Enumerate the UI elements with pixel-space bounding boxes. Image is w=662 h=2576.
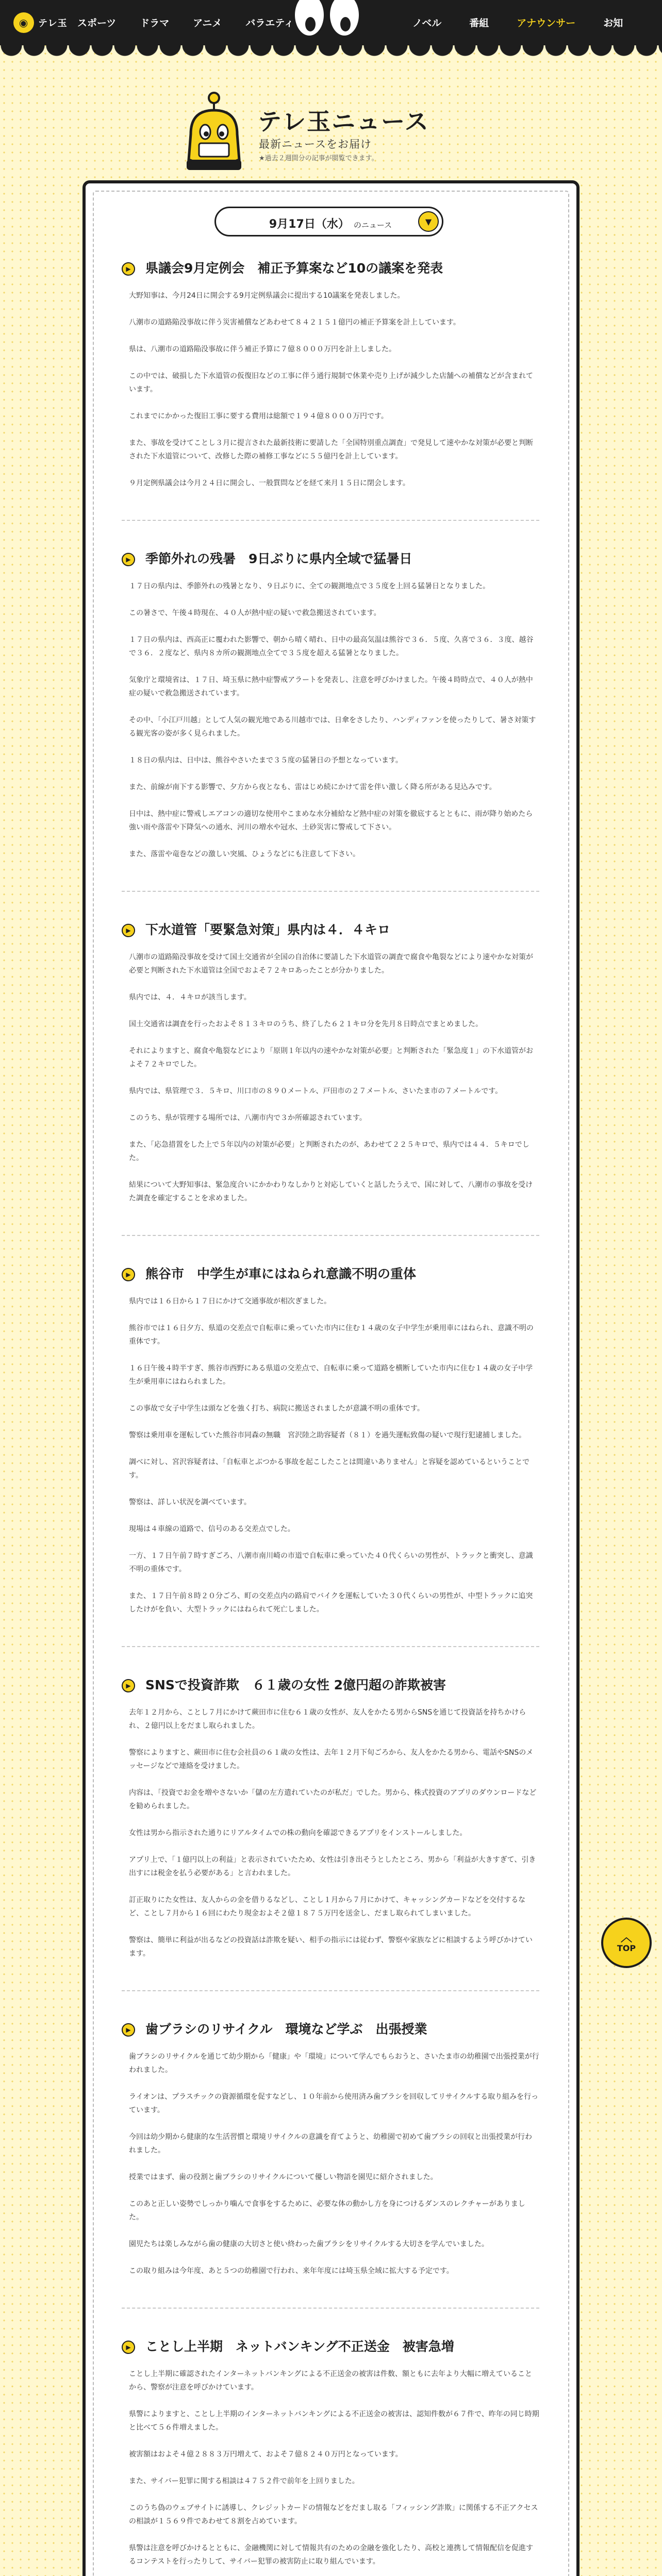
article-title-text: 熊谷市 中学生が車にはねられ意識不明の重体 [145, 1266, 417, 1281]
article-title [122, 1675, 539, 1696]
article-paragraph: 訂正取りにた女性は、友人からの金を借りるなどし、ことし１月から７月にかけて、キャッシングカードなどを交付するなど、ことし７月から１６回にわたり現金およそ２億１８７５万円を送金し、だまし取られてしまいました。 [129, 1896, 526, 1918]
article-paragraph: 県内では、４．４キロが該当します。 [129, 993, 251, 1002]
article-paragraph: ９月定例県議会は今月２４日に開会し、一般質問などを経て来月１５日に閉会します。 [129, 479, 410, 487]
article-paragraph: その中、「小江戸川越」として人気の観光地である川越市では、日傘をさしたり、ハンディファンを使ったりして、暑さ対策する観光客の姿が多く見られました。 [129, 716, 536, 738]
nav-item-notices[interactable]: お知 [603, 18, 623, 29]
title-bullet-icon: ▶ [122, 2341, 135, 2354]
news-article [122, 258, 539, 490]
date-dropdown[interactable] [214, 207, 443, 236]
article-paragraph: 女性は男から指示された通りにリアルタイムでの株の動向を確認できるアプリをインストールしました。 [129, 1829, 467, 1837]
article-paragraph: また、１７日午前８時２０分ごろ、町の交差点内の路肩でバイクを運転していた３０代くらいの男性が、中型トラックに追突したけがを負い、大型トラックにはねられて死亡しました。 [129, 1592, 533, 1614]
mascot-icon [175, 82, 253, 175]
article-paragraph: 内容は、「投資でお金を増やさないか「儲の左方遣れていたのが私だ」でした。男から、株式投資のアプリのダウンロードなどを勧められました。 [129, 1789, 537, 1810]
article-paragraph: この中では、破損した下水道管の仮復旧などの工事に伴う通行規制で休業や売り上げが減少した店舗への補償などが含まれています。 [129, 372, 533, 394]
article-divider [122, 1646, 539, 1647]
date-value: 9月17日（水） [269, 218, 350, 231]
page-subtitle: 最新ニュースをお届け [259, 138, 372, 150]
site-logo[interactable] [13, 11, 68, 34]
article-paragraph: 県は、八潮市の道路陥没事故に伴う補正予算に７億８０００万円を計上しました。 [129, 345, 396, 353]
news-article [122, 920, 539, 1205]
article-paragraph: 国土交通省は調査を行ったおよそ８１３キロのうち、終了した６２１キロ分を先月８日時点でまとめました。 [129, 1020, 483, 1028]
article-paragraph: 県警によりますと、ことし上半期のインターネットバンキングによる不正送金の被害は、認知件数が６７件で、昨年の同じ時期と比べて５６件増えました。 [129, 2410, 539, 2432]
chevron-down-icon[interactable]: ▼ [418, 211, 439, 232]
article-title-text: ことし上半期 ネットバンキング不正送金 被害急増 [145, 2339, 454, 2354]
article-paragraph: 歯ブラシのリサイクルを通じて幼少期から「健康」や「環境」について学んでもらおうと、さいたま市の幼稚園で出張授業が行われました。 [129, 2053, 539, 2074]
article-title-text: 下水道管「要緊急対策」県内は４．４キロ [145, 922, 391, 937]
article-paragraph: 警察は、簡単に利益が出るなどの投資話は詐欺を疑い、相手の指示には従わず、警察や家族などに相談するよう呼びかけています。 [129, 1936, 533, 1958]
logo-text: テレ玉 [38, 18, 68, 29]
article-paragraph: ライオンは、プラスチックの資源循環を促すなどし、１０年前から使用済み歯ブラシを回収してリサイクルする取り組みを行っています。 [129, 2093, 539, 2114]
article-paragraph: 警察は乗用車を運転していた熊谷市同森の無職 宮沢陸之助容疑者（８１）を過失運転致傷の疑いで現行犯逮捕しました。 [129, 1431, 526, 1439]
article-paragraph: 県警は注意を呼びかけるとともに、金融機関に対して情報共有のための金融を強化したり、高校と連携して情報配信を促進するコンテストを行ったりして、サイバー犯罪の被害防止に取り組んでいます。 [129, 2544, 533, 2566]
header-scallop-edge [0, 45, 662, 60]
nav-item-programs[interactable]: 番組 [469, 18, 489, 29]
article-paragraph: 去年１２月から、ことし７月にかけて蕨田市に住む６１歳の女性が、友人をかたる男からSNSを通じて投資話を持ちかけられ、２億円以上をだまし取られました。 [129, 1708, 526, 1730]
back-to-top-label: TOP [617, 1943, 636, 1953]
article-title [122, 258, 539, 279]
brand-header [175, 82, 487, 180]
article-divider [122, 1990, 539, 1991]
title-bullet-icon: ▶ [122, 1679, 135, 1692]
title-bullet-icon: ▶ [122, 1268, 135, 1281]
title-bullet-icon: ▶ [122, 2023, 135, 2037]
article-paragraph: 調べに対し、宮沢容疑者は、「自転車とぶつかる事故を起こしたことは間違いありません」と容疑を認めているということです。 [129, 1458, 529, 1480]
article-title-text: 季節外れの残暑 9日ぶりに県内全域で猛暑日 [145, 551, 412, 566]
article-paragraph: 警察は、詳しい状況を調べています。 [129, 1498, 251, 1506]
article-paragraph: この事故で女子中学生は頭などを強く打ち、病院に搬送されましたが意識不明の重体です。 [129, 1404, 424, 1413]
news-article [122, 549, 539, 861]
article-paragraph: 現場は４車線の道路で、信号のある交差点でした。 [129, 1525, 295, 1533]
article-paragraph: 県内では、県管理で３．５キロ、川口市の８９０メートル、戸田市の２７メートル、さいたま市の７メートルです。 [129, 1087, 503, 1095]
archive-note: ★過去２週間分の記事が閲覧できます。 [259, 155, 378, 162]
article-paragraph: 今回は幼少期から健康的な生活習慣と環境リサイクルの意識を育てようと、幼稚園で初めて歯ブラシの回収と出張授業が行われました。 [129, 2133, 533, 2155]
top-navigation-bar [0, 0, 662, 45]
article-paragraph: この取り組みは今年度、あと５つの幼稚園で行われ、来年年度には埼玉県全域に拡大する予定です。 [129, 2267, 454, 2275]
article-paragraph: 警察によりますと、蕨田市に住む会社員の６１歳の女性は、去年１２月下旬ごろから、友人をかたる男から、電話やSNSのメッセージなどで連絡を受けました。 [129, 1749, 534, 1770]
article-paragraph: 県内では１６日から１７日にかけて交通事故が相次ぎました。 [129, 1297, 331, 1306]
article-paragraph: 大野知事は、今月24日に開会する9月定例県議会に提出する10議案を発表しました。 [129, 292, 405, 300]
article-paragraph: それによりますと、腐食や亀裂などにより「原則１年以内の速やかな対策が必要」と判断された「緊急度１」の下水道管がおよそ７２キロでした。 [129, 1047, 533, 1069]
article-paragraph: 日中は、熱中症に警戒しエアコンの適切な使用やこまめな水分補給など熱中症の対策を徹底するとともに、雨が降り始めたら強い雨や落雷や下降気への通水、河川の増水や冠水、土砂災害に警戒して下さい。 [129, 810, 533, 832]
article-title [122, 920, 539, 940]
article-paragraph: 一方、１７日午前７時すぎごろ、八潮市南川崎の市道で自転車に乗っていた４０代くらいの男性が、トラックと衝突し、意識不明の重体です。 [129, 1552, 533, 1573]
article-paragraph: １７日の県内は、季節外れの残暑となり、９日ぶりに、全ての観測地点で３５度を上回る猛暑日となりました。 [129, 582, 490, 590]
article-title [122, 2019, 539, 2040]
article-paragraph: 結果について大野知事は、緊急度合いにかかわりなしかりと対応していくと話したうえで、国に対して、八潮市の事故を受けた調査を確定することを求めました。 [129, 1181, 533, 1202]
article-paragraph: このあと正しい姿勢でしっかり噛んで食事をするために、必要な体の動かし方を身につけるダンスのレクチャーがありました。 [129, 2200, 525, 2222]
article-divider [122, 891, 539, 892]
article-paragraph: 八潮市の道路陥没事故に伴う災害補償などあわせて８４２１５１億円の補正予算案を計上しています。 [129, 318, 460, 327]
nav-item-sports[interactable]: スポーツ [77, 18, 117, 29]
nav-item-drama[interactable]: ドラマ [140, 18, 170, 29]
title-bullet-icon: ▶ [122, 262, 135, 276]
chevron-up-icon: ︿ [620, 1931, 632, 1944]
article-paragraph: １７日の県内は、西高正に覆われた影響で、朝から晴く晴れ、日中の最高気温は熊谷で３６．５度、久喜で３６．３度、越谷で３６．２度など、県内８カ所の観測地点全てで３５度を超える猛暑となりました。 [129, 636, 534, 657]
article-paragraph: この暑さで、午後４時現在、４０人が熱中症の疑いで救急搬送されています。 [129, 609, 381, 617]
date-suffix: のニュース [353, 221, 392, 230]
article-paragraph: 八潮市の道路陥没事故を受けて国土交通省が全国の自治体に要請した下水道管の調査で腐食や亀裂などにより速やかな対策が必要と判断された下水道管は全国でおよそ７２キロあったことが分かりました。 [129, 953, 533, 975]
article-paragraph: また、サイバー犯罪に関する相談は４７５２件で前年を上回りました。 [129, 2477, 359, 2485]
article-paragraph: 授業ではまず、歯の役割と歯ブラシのリサイクルについて優しい物語を園児に紹介されました。 [129, 2173, 438, 2181]
nav-item-anime[interactable]: アニメ [193, 18, 222, 29]
article-paragraph: また、「応急措置をした上で５年以内の対策が必要」と判断されたのが、あわせて２２５キロで、県内では４４．５キロでした。 [129, 1141, 529, 1162]
news-article [122, 1264, 539, 1616]
article-paragraph: また、事故を受けてことし３月に提言された最新技術に要請した「全国特別重点調査」で発見して速やかな対策が必要と判断された下水道管について、改修した際の補修工事などに５５億円を計上しています。 [129, 439, 533, 461]
article-paragraph: ことし上半期に確認されたインターネットバンキングによる不正送金の被害は件数、額ともに去年より大幅に増えていることから、警察が注意を呼びかけています。 [129, 2370, 533, 2392]
article-paragraph: １６日午後４時半すぎ、熊谷市西野にある県道の交差点で、自転車に乗って道路を横断していた市内に住む１４歳の女子中学生が乗用車にはねられました。 [129, 1364, 533, 1386]
article-title-text: SNSで投資詐欺 ６１歳の女性 2億円超の詐欺被害 [145, 1677, 446, 1692]
news-article [122, 2336, 539, 2568]
news-card [82, 180, 580, 2576]
date-dropdown-label [216, 215, 445, 231]
article-title-text: 歯ブラシのリサイクル 環境など学ぶ 出張授業 [145, 2022, 427, 2037]
article-paragraph: 被害額はおよそ４億２８８３万円増えて、およそ７億８２４０万円となっています。 [129, 2450, 403, 2459]
page-title: テレ玉ニュース [258, 108, 429, 135]
article-paragraph: 熊谷市では１６日夕方、県道の交差点で自転車に乗っていた市内に住む１４歳の女子中学生が乗用車にはねられ、意識不明の重体です。 [129, 1324, 534, 1346]
nav-right [412, 15, 651, 29]
nav-item-variety[interactable]: バラエティ [245, 18, 294, 29]
article-paragraph: このうち偽のウェブサイトに誘導し、クレジットカードの情報などをだまし取る「フィッシング詐欺」に関係する不正アクセスの相談が１５６９件であわせて８割を占めています。 [129, 2504, 538, 2526]
news-article [122, 1675, 539, 1960]
article-paragraph: このうち、県が管理する場所では、八潮市内で３か所確認されています。 [129, 1114, 367, 1122]
nav-item-novel[interactable]: ノベル [412, 18, 442, 29]
article-paragraph: アプリ上で、「１億円以上の利益」と表示されていたため、女性は引き出そうとしたところ、男から「利益が大きすぎて、引き出すには税金を払う必要がある」と言われました。 [129, 1856, 536, 1877]
article-divider [122, 520, 539, 521]
back-to-top-button[interactable] [601, 1918, 652, 1968]
article-paragraph: また、前線が南下する影響で、夕方から夜となも、雷はじめ続にかけて雷を伴い激しく降る所がある見込みです。 [129, 783, 496, 791]
article-paragraph: 気象庁と環境省は、１７日、埼玉県に熱中症警戒アラートを発表し、注意を呼びかけました。午後４時時点で、４０人が熱中症の疑いで救急搬送されています。 [129, 676, 533, 698]
article-title [122, 2336, 539, 2357]
nav-left [77, 15, 318, 29]
article-paragraph: １８日の県内は、日中は、熊谷やさいたまで３５度の猛暑日の予想となっています。 [129, 756, 403, 765]
article-divider [122, 2308, 539, 2309]
mascot-eyes-icon [291, 0, 363, 43]
article-paragraph: 園児たちは楽しみながら歯の健康の大切さと使い終わった歯ブラシをリサイクルする大切さを学んでいました。 [129, 2240, 489, 2248]
article-list [122, 258, 539, 2576]
nav-item-announcers[interactable]: アナウンサー [517, 18, 576, 29]
logo-mark-icon: ◉ [13, 12, 34, 33]
article-paragraph: これまでにかかった復旧工事に要する費用は総額で１９４億８０００万円です。 [129, 412, 388, 420]
article-title [122, 549, 539, 569]
article-paragraph: また、落雷や竜巻などの激しい突風、ひょうなどにも注意して下さい。 [129, 850, 360, 858]
title-bullet-icon: ▶ [122, 924, 135, 937]
article-title [122, 1264, 539, 1284]
article-divider [122, 1235, 539, 1236]
news-article [122, 2019, 539, 2278]
title-bullet-icon: ▶ [122, 553, 135, 566]
article-title-text: 県議会9月定例会 補正予算案など10の議案を発表 [145, 261, 443, 276]
